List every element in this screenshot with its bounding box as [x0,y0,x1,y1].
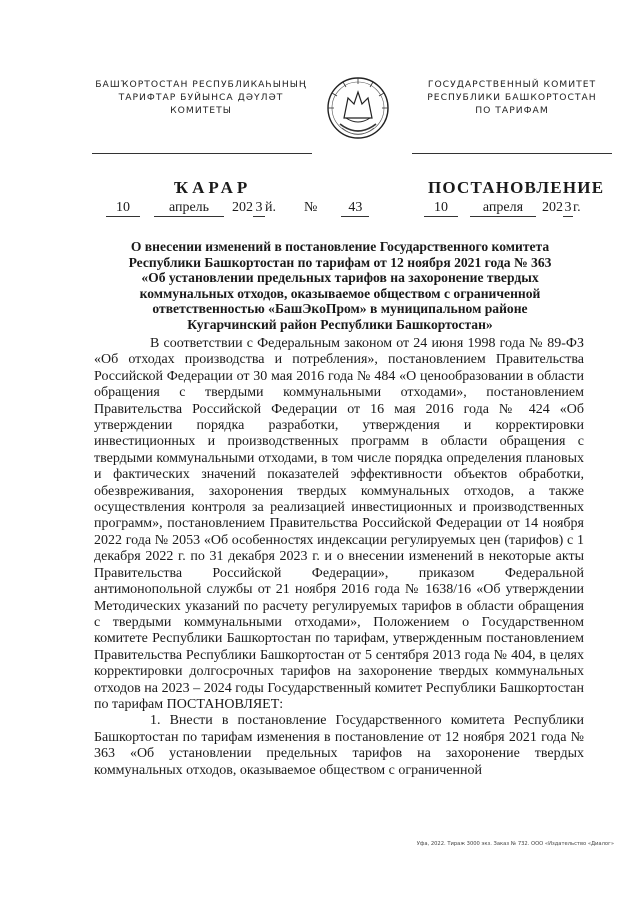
coat-of-arms-emblem [324,74,392,146]
body-paragraph-preamble: В соответствии с Федеральным законом от 24 июня 1998 года № 89-ФЗ «Об отходах производства и потребления», постановлением Правительства Российской Федерации от 30 мая 2016 года № 484 «О ценообразовании в области обращения с твердыми коммунальными отходами», постановлением Правительства Российской Федерации от 16 мая 2016 года № 424 «Об утверждении порядка разработки, утверждения и корректировки инвестиционных и производственных программ в области обращения с твердыми коммунальными отходами, в том числе порядка определения плановых и фактических значений показателей эффективности объектов обработки, обезвреживания, захоронения твердых коммунальных отходов, а также осуществления контроля за реализацией инвестиционных и производственных программ», постановлением Правительства Российской Федерации от 14 ноября 2022 года № 2053 «Об особенностях индексации регулируемых цен (тарифов) с 1 декабря 2022 г. по 31 декабря 2023 г. и о внесении изменений в некоторые акты Правительства Российской Федерации», приказом Федеральной антимонопольной службы от 21 ноября 2016 года № 1638/16 «Об утверждении Методических указаний по расчету регулируемых тарифов в области обращения с твердыми коммунальными отходами», Положением о Государственном комитете Республики Башкортостан по тарифам, утвержденным постановлением Правительства Республики Башкортостан от 5 сентября 2013 года № 404, в целях корректировки долгосрочных тарифов на захоронение твердых коммунальных отходов на 2023 – 2024 годы Государственный комитет Республики Башкортостан по тарифам ПОСТАНОВЛЯЕТ: [94,336,584,712]
number-sign: № [304,200,318,215]
body-paragraph-item-1: 1. Внести в постановление Государственного комитета Республики Башкортостан по тарифам изменения в постановление от 12 ноября 2021 года № 363 «Об установлении предельных тарифов на захоронение твердых коммунальных отходов, оказываемое обществом с ограниченной [94,713,584,778]
title-line: ответственностью «БашЭкоПром» в муниципальном районе [152,301,528,317]
document-title [100,239,580,333]
header-left-line: БАШҠОРТОСТАН РЕСПУБЛИКАҺЫНЫҢ [95,79,307,90]
header-left-bashkir [92,78,310,117]
header-right-line: ГОСУДАРСТВЕННЫЙ КОМИТЕТ [427,79,597,90]
date-year-suffix: й. [265,200,276,215]
date-line-right [424,200,581,217]
date-year-digit: 3 [253,200,265,217]
doc-type-russian: ПОСТАНОВЛЕНИЕ [428,178,605,197]
doc-number: 43 [341,200,369,217]
date-year-prefix: 202 [232,200,253,215]
title-line: Республики Башкортостан по тарифам от 12 ноября 2021 года № 363 [128,254,552,270]
date-year-digit: 3 [564,200,572,215]
title-line: «Об установлении предельных тарифов на захоронение твердых [141,270,539,286]
date-line-left [106,200,369,217]
header-right-line: ПО ТАРИФАМ [475,105,549,116]
footer-imprint: Уфа, 2022. Тираж 3000 экз. Заказ № 732. ООО «Издательство «Диалог» [416,841,614,847]
date-day: 10 [424,200,458,217]
date-year-prefix: 202 [542,200,563,215]
date-day: 10 [106,200,140,217]
header-divider-left [92,153,312,154]
doc-type-bashkir: ҠАРАР [174,178,252,197]
date-year-suffix: г. [573,200,581,215]
header-left-line: КОМИТЕТЫ [170,105,232,116]
title-line: коммунальных отходов, оказываемое обществом с ограниченной [139,285,541,301]
header-divider-right [412,153,612,154]
header-right-russian [412,78,612,117]
date-month: апрель [154,200,224,217]
date-month: апреля [470,200,536,217]
title-line: О внесении изменений в постановление Государственного комитета [130,239,550,254]
title-line: Кугарчинский район Республики Башкортостан» [187,316,493,332]
document-body [94,336,584,779]
header-left-line: ТАРИФТАР БУЙЫНСА ДӘҮЛӘТ [118,92,284,103]
header-right-line: РЕСПУБЛИКИ БАШКОРТОСТАН [427,92,597,103]
